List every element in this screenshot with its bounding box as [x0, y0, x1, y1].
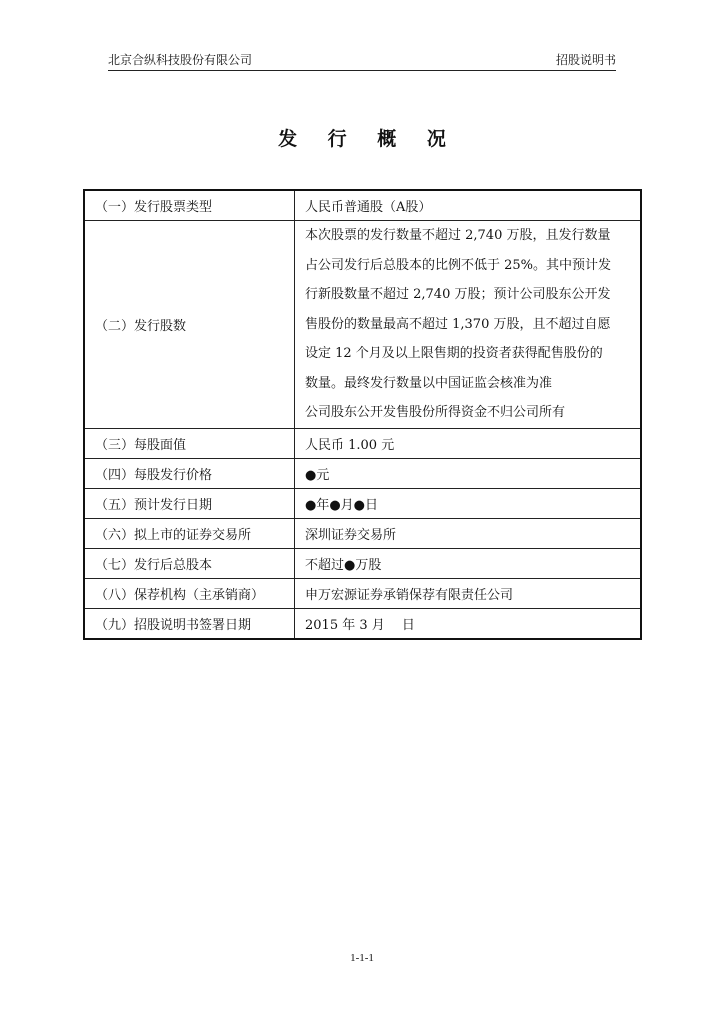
row-value — [295, 221, 642, 429]
row-value: 不超过●万股 — [295, 548, 642, 578]
table-body — [84, 190, 641, 639]
row-value: ●年●月●日 — [295, 488, 642, 518]
row-label: （九）招股说明书签署日期 — [84, 608, 295, 639]
value-line: 数量。最终发行数量以中国证监会核准为准 — [305, 375, 553, 391]
value-line: 设定 12 个月及以上限售期的投资者获得配售股份的 — [305, 346, 603, 361]
row-label: （六）拟上市的证券交易所 — [84, 518, 295, 548]
row-label: （七）发行后总股本 — [84, 548, 295, 578]
page-number: 1-1-1 — [350, 952, 374, 964]
page-title: 发 行 概 况 — [278, 128, 458, 150]
row-value: 人民币普通股（A股） — [295, 190, 642, 221]
value-line: 本次股票的发行数量不超过 2,740 万股，且发行数量 — [305, 228, 611, 243]
table-row — [84, 548, 641, 578]
table-row — [84, 578, 641, 608]
document-type: 招股说明书 — [555, 53, 616, 67]
row-label: （四）每股发行价格 — [84, 458, 295, 488]
row-value: 2015 年 3 月 日 — [295, 608, 642, 639]
page-header — [108, 52, 616, 68]
row-value: 深圳证券交易所 — [295, 518, 642, 548]
row-value: 申万宏源证券承销保荐有限责任公司 — [295, 578, 642, 608]
table-row — [84, 518, 641, 548]
header-rule — [108, 70, 616, 71]
table-row — [84, 458, 641, 488]
table-row — [84, 488, 641, 518]
row-value: ●元 — [295, 458, 642, 488]
value-line: 占公司发行后总股本的比例不低于 25%。其中预计发 — [305, 257, 612, 273]
company-name: 北京合纵科技股份有限公司 — [108, 53, 253, 67]
table-row — [84, 190, 641, 221]
row-label: （五）预计发行日期 — [84, 488, 295, 518]
table-row — [84, 428, 641, 458]
value-line: 公司股东公开发售股份所得资金不归公司所有 — [305, 405, 566, 420]
row-value: 人民币 1.00 元 — [295, 428, 642, 458]
table-row — [84, 608, 641, 639]
value-line: 售股份的数量最高不超过 1,370 万股，且不超过自愿 — [305, 316, 611, 332]
row-label: （八）保荐机构（主承销商） — [84, 578, 295, 608]
row-label: （三）每股面值 — [84, 428, 295, 458]
table-row — [84, 221, 641, 429]
row-label: （二）发行股数 — [84, 221, 295, 429]
row-label: （一）发行股票类型 — [84, 190, 295, 221]
offering-summary-table — [83, 189, 642, 640]
value-line: 行新股数量不超过 2,740 万股；预计公司股东公开发 — [305, 287, 611, 302]
